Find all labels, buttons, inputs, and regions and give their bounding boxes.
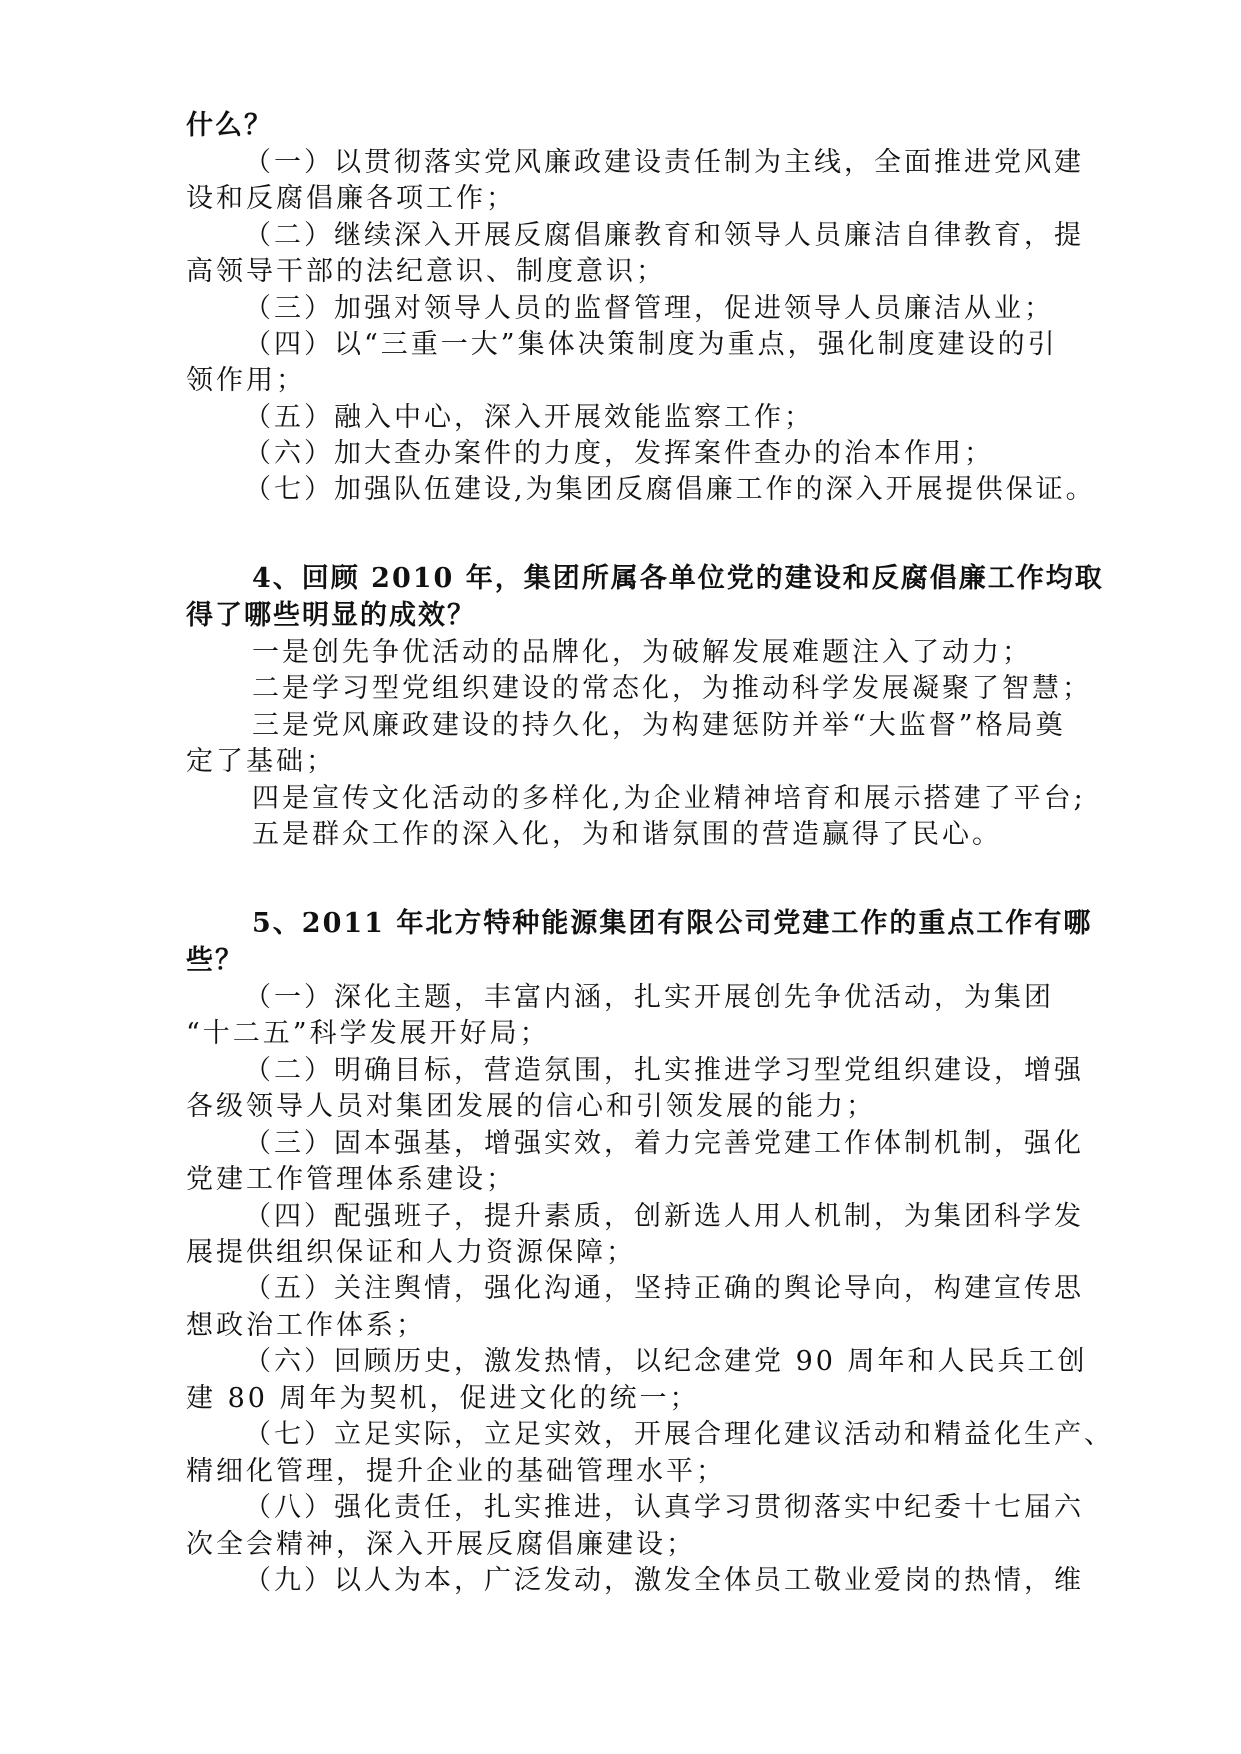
- section-heading-4-cont: 得了哪些明显的成效？: [186, 600, 476, 631]
- paragraph-line: 设和反腐倡廉各项工作；: [186, 183, 516, 214]
- paragraph-line: 五是群众工作的深入化，为和谐氛围的营造赢得了民心。: [252, 819, 1002, 850]
- section-heading-4: 4、回顾 2010 年，集团所属各单位党的建设和反腐倡廉工作均取: [252, 563, 1104, 594]
- paragraph-line: 领作用；: [186, 365, 306, 396]
- paragraph-line: 四是宣传文化活动的多样化,为企业精神培育和展示搭建了平台;: [252, 783, 1086, 814]
- paragraph-line: （二）明确目标，营造氛围，扎实推进学习型党组织建设，增强: [244, 1055, 1084, 1086]
- section-heading-5: 5、2011 年北方特种能源集团有限公司党建工作的重点工作有哪: [252, 908, 1093, 939]
- paragraph-line: （七）立足实际，立足实效，开展合理化建议活动和精益化生产、: [244, 1419, 1114, 1450]
- paragraph-line: 次全会精神，深入开展反腐倡廉建设；: [186, 1529, 696, 1560]
- paragraph-line: （六）回顾历史，激发热情，以纪念建党 90 周年和人民兵工创: [244, 1346, 1088, 1377]
- paragraph-line: （五）关注舆情，强化沟通，坚持正确的舆论导向，构建宣传思: [244, 1273, 1084, 1304]
- paragraph-line: 各级领导人员对集团发展的信心和引领发展的能力；: [186, 1091, 876, 1122]
- paragraph-line: （三）固本强基，增强实效，着力完善党建工作体制机制，强化: [244, 1128, 1084, 1159]
- paragraph-line: （五）融入中心，深入开展效能监察工作；: [244, 402, 814, 433]
- paragraph-line: （一）以贯彻落实党风廉政建设责任制为主线，全面推进党风建: [244, 147, 1084, 178]
- continuation-heading: 什么？: [186, 110, 273, 141]
- paragraph-line: 精细化管理，提升企业的基础管理水平；: [186, 1456, 726, 1487]
- paragraph-line: 二是学习型党组织建设的常态化，为推动科学发展凝聚了智慧；: [252, 673, 1092, 704]
- paragraph-line: 党建工作管理体系建设；: [186, 1164, 516, 1195]
- paragraph-line: （八）强化责任，扎实推进，认真学习贯彻落实中纪委十七届六: [244, 1492, 1084, 1523]
- paragraph-line: 一是创先争优活动的品牌化，为破解发展难题注入了动力；: [252, 637, 1032, 668]
- paragraph-line: 想政治工作体系；: [186, 1310, 426, 1341]
- paragraph-line: 建 80 周年为契机，促进文化的统一；: [186, 1383, 700, 1414]
- paragraph-line: 展提供组织保证和人力资源保障；: [186, 1237, 636, 1268]
- paragraph-line: （三）加强对领导人员的监督管理，促进领导人员廉洁从业；: [244, 293, 1054, 324]
- paragraph-line: 定了基础；: [186, 746, 336, 777]
- paragraph-line: （六）加大查办案件的力度，发挥案件查办的治本作用；: [244, 438, 994, 469]
- paragraph-line: （二）继续深入开展反腐倡廉教育和领导人员廉洁自律教育，提: [244, 220, 1084, 251]
- section-heading-5-cont: 些？: [186, 945, 244, 976]
- paragraph-line: （四）以“三重一大”集体决策制度为重点，强化制度建设的引: [244, 329, 1058, 360]
- paragraph-line: 三是党风廉政建设的持久化，为构建惩防并举“大监督”格局奠: [252, 710, 1066, 741]
- paragraph-line: （九）以人为本，广泛发动，激发全体员工敬业爱岗的热情，维: [244, 1565, 1084, 1596]
- paragraph-line: （一）深化主题，丰富内涵，扎实开展创先争优活动，为集团: [244, 982, 1054, 1013]
- paragraph-line: 高领导干部的法纪意识、制度意识；: [186, 256, 666, 287]
- paragraph-line: （七）加强队伍建设,为集团反腐倡廉工作的深入开展提供保证。: [244, 474, 1096, 505]
- paragraph-line: （四）配强班子，提升素质，创新选人用人机制，为集团科学发: [244, 1201, 1084, 1232]
- paragraph-line: “十二五”科学发展开好局；: [186, 1018, 550, 1049]
